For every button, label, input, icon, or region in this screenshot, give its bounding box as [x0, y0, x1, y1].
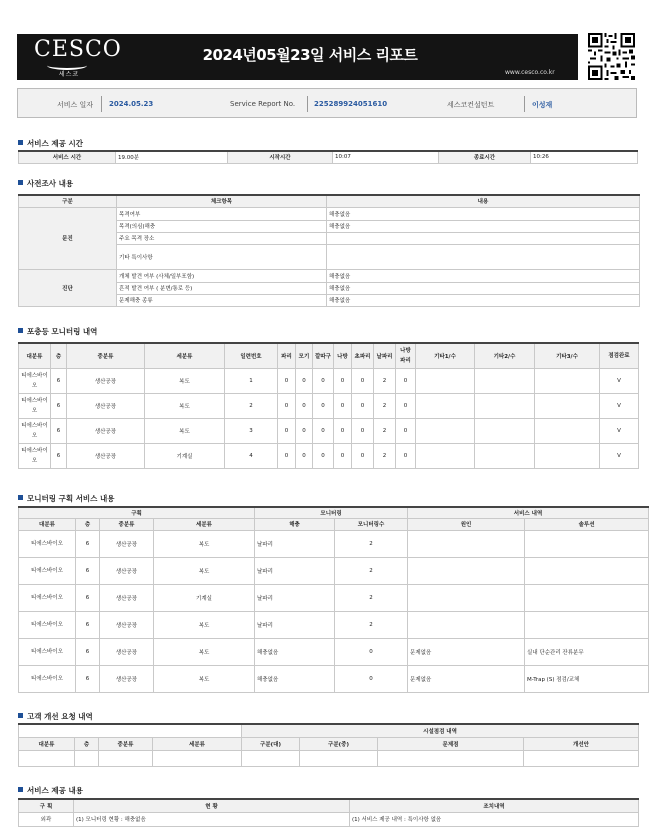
cell [535, 393, 600, 418]
cell: 복도 [145, 418, 225, 443]
cell: 티에스바이오 [19, 584, 76, 611]
cell: 0 [296, 368, 313, 393]
cell: 0 [352, 368, 374, 393]
category-cell: 문진 [19, 207, 117, 269]
cell: 6 [76, 665, 100, 692]
cesco-logo [34, 37, 122, 79]
action-cell: (1) 서비스 제공 내역 : 특이사항 없음 [350, 812, 639, 826]
table-row [19, 530, 649, 557]
cell: 0 [278, 368, 296, 393]
cell: 복도 [145, 393, 225, 418]
cell [300, 750, 378, 766]
cell: 티에스바이오 [19, 530, 76, 557]
cell: 2 [374, 368, 396, 393]
cell: 티에스바이오 [19, 368, 51, 393]
cell [75, 750, 99, 766]
cell [535, 368, 600, 393]
col-header: 기타3/수 [535, 343, 600, 368]
cell [416, 393, 475, 418]
cell [475, 393, 535, 418]
check-item: 흔적 발견 여부 ( 분변/통로 등) [117, 282, 327, 294]
service-time-title: 서비스 제공 시간 [18, 138, 83, 149]
cell: 기계실 [154, 584, 255, 611]
end-time-value: 10:26 [531, 151, 638, 163]
service-time-label: 서비스 시간 [19, 151, 116, 163]
group-header-empty [19, 724, 242, 737]
cell: 2 [225, 393, 278, 418]
cell: 6 [76, 584, 100, 611]
col-header: 모기 [296, 343, 313, 368]
cell: 해충없음 [255, 638, 335, 665]
cell: 0 [335, 665, 408, 692]
cell: 0 [296, 393, 313, 418]
check-content: 해충없음 [327, 269, 640, 282]
cell: 생산공장 [67, 418, 145, 443]
cell: 복도 [154, 638, 255, 665]
cell [19, 750, 75, 766]
start-time-label: 시작시간 [228, 151, 333, 163]
cell: 날파리 [255, 530, 335, 557]
cell: 2 [335, 584, 408, 611]
cell: 생산공장 [67, 368, 145, 393]
table-row [19, 557, 649, 584]
service-time-value: 19.00분 [116, 151, 228, 163]
check-content [327, 232, 640, 244]
cell: 실내 단순관리 잔류분무 [525, 638, 649, 665]
check-item: 목격여부 [117, 207, 327, 220]
col-header: 깔따구 [313, 343, 334, 368]
col-header: 중분류 [100, 518, 154, 530]
col-header: 구분 [19, 195, 117, 207]
col-header: 층 [51, 343, 67, 368]
cell: 0 [278, 393, 296, 418]
col-header: 나방 [334, 343, 352, 368]
col-header: 층 [75, 737, 99, 750]
logo-main: CESCO [34, 37, 122, 62]
group-header: 구획 [19, 507, 255, 518]
monitoring-title: 포충등 모니터링 내역 [18, 326, 97, 337]
col-header: 기타1/수 [416, 343, 475, 368]
cell: 3 [225, 418, 278, 443]
cell: 0 [334, 418, 352, 443]
cell: 0 [278, 418, 296, 443]
cell: V [600, 443, 639, 468]
report-number-label: Service Report No. [230, 100, 296, 108]
category-cell: 진단 [19, 269, 117, 306]
check-content: 해충없음 [327, 220, 640, 232]
service-time-table [18, 150, 638, 164]
table-row [19, 638, 649, 665]
monitoring-table [18, 342, 639, 469]
cell [408, 557, 525, 584]
cell: 티에스바이오 [19, 443, 51, 468]
cell: 티에스바이오 [19, 638, 76, 665]
improvement-table [18, 723, 639, 767]
check-content: 해충없음 [327, 294, 640, 306]
cell: 생산공장 [67, 393, 145, 418]
consultant-value: 이성재 [532, 101, 553, 109]
check-content: 해충없음 [327, 207, 640, 220]
table-row [19, 368, 639, 393]
zone-cell: 외곽 [19, 812, 74, 826]
info-divider [101, 96, 102, 112]
cell [416, 368, 475, 393]
cell: 2 [335, 557, 408, 584]
info-divider [307, 96, 308, 112]
col-header: 일련번호 [225, 343, 278, 368]
cell: 생산공장 [67, 443, 145, 468]
cell: 티에스바이오 [19, 665, 76, 692]
cell [416, 443, 475, 468]
cell: 2 [374, 393, 396, 418]
cell: 6 [51, 393, 67, 418]
table-row [19, 665, 649, 692]
group-header: 모니터링 [255, 507, 408, 518]
cell: V [600, 368, 639, 393]
table-row [19, 750, 639, 766]
cell: 티에스바이오 [19, 418, 51, 443]
col-header: 점검완료 [600, 343, 639, 368]
pre-survey-title: 사전조사 내용 [18, 178, 73, 189]
zone-service-title: 모니터링 구획 서비스 내용 [18, 493, 115, 504]
cell: 기계실 [145, 443, 225, 468]
col-header: 세분류 [154, 518, 255, 530]
cell: 0 [396, 443, 416, 468]
col-header: 해충 [255, 518, 335, 530]
service-date-value: 2024.05.23 [109, 100, 154, 108]
col-header: 문제점 [378, 737, 524, 750]
cell [153, 750, 242, 766]
col-header: 체크항목 [117, 195, 327, 207]
table-row [19, 418, 639, 443]
status-cell: (1) 모니터링 현황 : 해충없음 [74, 812, 350, 826]
check-item: 기타 특이사항 [117, 244, 327, 269]
cell: 티에스바이오 [19, 393, 51, 418]
cell: 복도 [154, 665, 255, 692]
cell: 생산공장 [100, 638, 154, 665]
report-title: 2024년05월23일 서비스 리포트 [202, 46, 418, 64]
service-content-title: 서비스 제공 내용 [18, 785, 83, 796]
col-header: 중분류 [67, 343, 145, 368]
table-row [19, 611, 649, 638]
cell: 0 [396, 418, 416, 443]
logo-sub: 세스코 [58, 71, 80, 78]
cell [408, 530, 525, 557]
cell [416, 418, 475, 443]
cell: 6 [76, 638, 100, 665]
cell [525, 611, 649, 638]
col-header: 세분류 [153, 737, 242, 750]
cell: 티에스바이오 [19, 611, 76, 638]
cell: 6 [51, 418, 67, 443]
cell: 6 [76, 557, 100, 584]
cell: 0 [335, 638, 408, 665]
cell: V [600, 418, 639, 443]
col-header: 현 황 [74, 799, 350, 812]
col-header: 대분류 [19, 518, 76, 530]
cell: 0 [296, 443, 313, 468]
cell: 1 [225, 368, 278, 393]
cell: 6 [76, 530, 100, 557]
cell: 복도 [145, 368, 225, 393]
cell: 복도 [154, 611, 255, 638]
cell: V [600, 393, 639, 418]
cell: 0 [313, 418, 334, 443]
cell: 문제없음 [408, 638, 525, 665]
cell: 6 [51, 443, 67, 468]
group-header: 시설점검 내역 [242, 724, 639, 737]
cell: 2 [335, 611, 408, 638]
cell: 날파리 [255, 584, 335, 611]
cell [408, 584, 525, 611]
col-header: 원인 [408, 518, 525, 530]
service-date-label: 서비스 일자 [57, 101, 94, 109]
cell: 2 [374, 418, 396, 443]
cell [535, 418, 600, 443]
col-header: 나방파리 [396, 343, 416, 368]
col-header: 세분류 [145, 343, 225, 368]
cell: 6 [76, 611, 100, 638]
col-header: 층 [76, 518, 100, 530]
table-row [19, 812, 639, 826]
cell [475, 443, 535, 468]
cell [378, 750, 524, 766]
cell: 0 [313, 393, 334, 418]
col-header: 솔루션 [525, 518, 649, 530]
group-header: 서비스 내역 [408, 507, 649, 518]
cell: 0 [313, 443, 334, 468]
cell [408, 611, 525, 638]
cell: 문제없음 [408, 665, 525, 692]
cell: 복도 [154, 557, 255, 584]
cell [525, 557, 649, 584]
cell: 0 [352, 393, 374, 418]
cell: 0 [396, 393, 416, 418]
cell [525, 530, 649, 557]
cell [535, 443, 600, 468]
report-number-value: 225289924051610 [314, 100, 388, 108]
cell [524, 750, 639, 766]
info-divider [524, 96, 525, 112]
cell: 생산공장 [100, 665, 154, 692]
col-header: 중분류 [99, 737, 153, 750]
cell: M-Trap (S) 점검/교체 [525, 665, 649, 692]
cell [475, 418, 535, 443]
consultant-label: 세스코컨설턴트 [447, 101, 495, 109]
cell: 해충없음 [255, 665, 335, 692]
cell: 복도 [154, 530, 255, 557]
col-header: 구분(대) [242, 737, 300, 750]
service-content-table [18, 798, 639, 827]
cell: 0 [334, 368, 352, 393]
cell: 0 [296, 418, 313, 443]
cell: 0 [334, 393, 352, 418]
cell: 2 [335, 530, 408, 557]
table-row [19, 443, 639, 468]
cell: 0 [352, 418, 374, 443]
check-item: 주요 목격 장소 [117, 232, 327, 244]
col-header: 구분(중) [300, 737, 378, 750]
col-header: 모니터링수 [335, 518, 408, 530]
col-header: 날파리 [374, 343, 396, 368]
check-item: 목격(의심)해충 [117, 220, 327, 232]
cell [525, 584, 649, 611]
cell: 4 [225, 443, 278, 468]
zone-service-table [18, 506, 649, 693]
cell: 0 [396, 368, 416, 393]
cell: 0 [352, 443, 374, 468]
cell: 0 [334, 443, 352, 468]
check-content: 해충없음 [327, 282, 640, 294]
check-content [327, 244, 640, 269]
cell: 2 [374, 443, 396, 468]
cell: 0 [278, 443, 296, 468]
cell: 생산공장 [100, 557, 154, 584]
col-header: 내용 [327, 195, 640, 207]
table-row [19, 393, 639, 418]
check-item: 문제해충 종류 [117, 294, 327, 306]
improvement-title: 고객 개선 요청 내역 [18, 711, 93, 722]
pre-survey-table [18, 194, 640, 307]
col-header: 개선안 [524, 737, 639, 750]
table-row [19, 584, 649, 611]
col-header: 초파리 [352, 343, 374, 368]
website-url: www.cesco.co.kr [505, 69, 555, 76]
col-header: 대분류 [19, 737, 75, 750]
cell: 생산공장 [100, 530, 154, 557]
col-header: 파리 [278, 343, 296, 368]
cell [99, 750, 153, 766]
cell: 날파리 [255, 557, 335, 584]
qr-code-icon [586, 31, 637, 82]
check-item: 개체 발견 여부 (사체/일부포함) [117, 269, 327, 282]
cell [475, 368, 535, 393]
cell: 생산공장 [100, 584, 154, 611]
col-header: 대분류 [19, 343, 51, 368]
col-header: 구 획 [19, 799, 74, 812]
start-time-value: 10:07 [333, 151, 439, 163]
col-header: 조치내역 [350, 799, 639, 812]
cell: 0 [313, 368, 334, 393]
cell: 날파리 [255, 611, 335, 638]
cell: 티에스바이오 [19, 557, 76, 584]
cell: 생산공장 [100, 611, 154, 638]
cell: 6 [51, 368, 67, 393]
cell [242, 750, 300, 766]
col-header: 기타2/수 [475, 343, 535, 368]
end-time-label: 종료시간 [439, 151, 531, 163]
